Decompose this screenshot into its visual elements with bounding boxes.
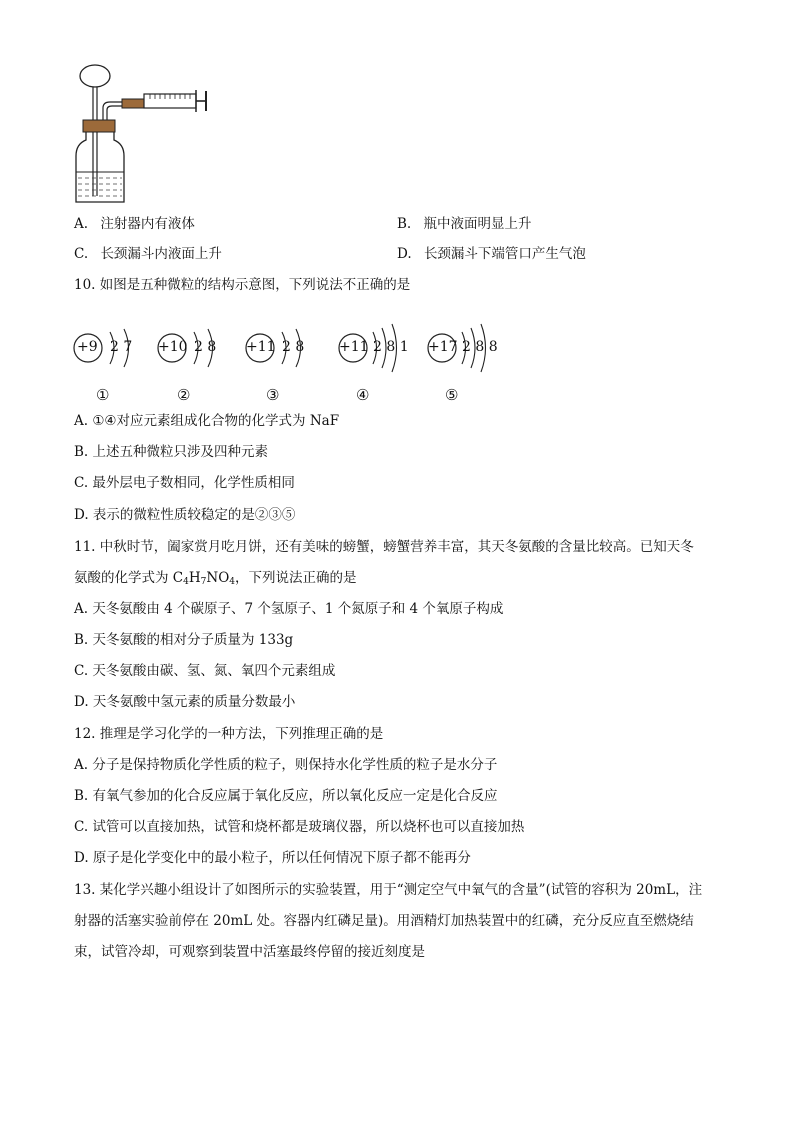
- electron-counts: 2 7: [110, 339, 133, 355]
- atom-diagram-1: [72, 326, 142, 380]
- electron-counts: 2 8: [194, 339, 217, 355]
- q10-option-d[interactable]: D. 表示的微粒性质较稳定的是②③⑤: [74, 507, 296, 523]
- q9-option-a[interactable]: [74, 215, 195, 233]
- q12-option-d[interactable]: D. 原子是化学变化中的最小粒子，所以任何情况下原子都不能再分: [74, 850, 471, 866]
- option-label: B.: [397, 216, 412, 232]
- formula-element: H: [188, 570, 201, 586]
- q11-option-d[interactable]: D. 天冬氨酸中氢元素的质量分数最小: [74, 694, 296, 710]
- subscript: 4: [229, 577, 235, 587]
- q11-stem-line1: 11. 中秋时节，阖家赏月吃月饼，还有美味的螃蟹，螃蟹营养丰富，其天冬氨酸的含量比较高。已知天冬: [74, 539, 694, 555]
- q13-stem-line3: 束，试管冷却，可观察到装置中活塞最终停留的接近刻度是: [74, 944, 425, 960]
- atom-label-3: ③: [266, 386, 280, 404]
- option-text: 注射器内有液体: [100, 216, 195, 232]
- subscript: 7: [200, 577, 207, 587]
- q10-option-a[interactable]: A. ①④对应元素组成化合物的化学式为 NaF: [74, 413, 340, 429]
- atom-diagram-2: [156, 326, 226, 380]
- q11-stem-line2: [74, 569, 357, 591]
- option-text: 长颈漏斗内液面上升: [100, 246, 222, 262]
- atom-label-2: ②: [177, 386, 191, 404]
- q12-option-c[interactable]: C. 试管可以直接加热，试管和烧杯都是玻璃仪器，所以烧杯也可以直接加热: [74, 819, 525, 835]
- option-label: C.: [74, 246, 89, 262]
- q12-option-b[interactable]: B. 有氧气参加的化合反应属于氧化反应，所以氧化反应一定是化合反应: [74, 788, 498, 804]
- q10-option-b[interactable]: B. 上述五种微粒只涉及四种元素: [74, 444, 269, 460]
- stem-text: ，下列说法正确的是: [235, 570, 357, 586]
- option-text: 长颈漏斗下端管口产生气泡: [423, 246, 586, 262]
- q11-option-c[interactable]: C. 天冬氨酸由碳、氢、氮、氧四个元素组成: [74, 663, 336, 679]
- q13-stem-line1: 13. 某化学兴趣小组设计了如图所示的实验装置，用于“测定空气中氧气的含量”(试管的容积为 20mL，注: [74, 882, 703, 898]
- q12-stem: 12. 推理是学习化学的一种方法，下列推理正确的是: [74, 726, 384, 742]
- formula-element: NO: [206, 570, 230, 586]
- option-label: A.: [74, 216, 89, 232]
- q10-option-c[interactable]: C. 最外层电子数相同，化学性质相同: [74, 475, 295, 491]
- atom-diagram-4: [337, 322, 417, 384]
- option-text: 瓶中液面明显上升: [423, 216, 532, 232]
- nucleus-charge: +10: [158, 339, 188, 355]
- option-label: D.: [397, 246, 412, 262]
- atom-label-4: ④: [356, 386, 370, 404]
- electron-counts: 2 8 1: [373, 339, 409, 355]
- nucleus-charge: +11: [339, 339, 369, 355]
- electron-counts: 2 8: [282, 339, 305, 355]
- q11-option-b[interactable]: B. 天冬氨酸的相对分子质量为 133g: [74, 632, 294, 648]
- q10-stem: 10. 如图是五种微粒的结构示意图，下列说法不正确的是: [74, 277, 411, 293]
- q9-option-b[interactable]: [397, 215, 532, 233]
- subscript: 4: [183, 577, 189, 587]
- nucleus-charge: +11: [246, 339, 276, 355]
- electron-counts: 2 8 8: [462, 339, 498, 355]
- nucleus-charge: +17: [428, 339, 458, 355]
- atom-diagram-3: [244, 326, 314, 380]
- nucleus-charge: +9: [77, 339, 98, 355]
- atom-label-5: ⑤: [445, 386, 459, 404]
- q13-stem-line2: 射器的活塞实验前停在 20mL 处。容器内红磷足量)。用酒精灯加热装置中的红磷，充分反应直至燃烧结: [74, 913, 694, 929]
- q9-option-d[interactable]: [397, 245, 586, 263]
- atom-label-1: ①: [96, 386, 110, 404]
- atom-diagram-5: [426, 322, 506, 384]
- stem-text: 氨酸的化学式为 C: [74, 570, 184, 586]
- apparatus-figure: [66, 60, 216, 210]
- q11-option-a[interactable]: A. 天冬氨酸由 4 个碳原子、7 个氢原子、1 个氮原子和 4 个氧原子构成: [74, 601, 504, 617]
- q12-option-a[interactable]: A. 分子是保持物质化学性质的粒子，则保持水化学性质的粒子是水分子: [74, 757, 498, 773]
- q9-option-c[interactable]: [74, 245, 222, 263]
